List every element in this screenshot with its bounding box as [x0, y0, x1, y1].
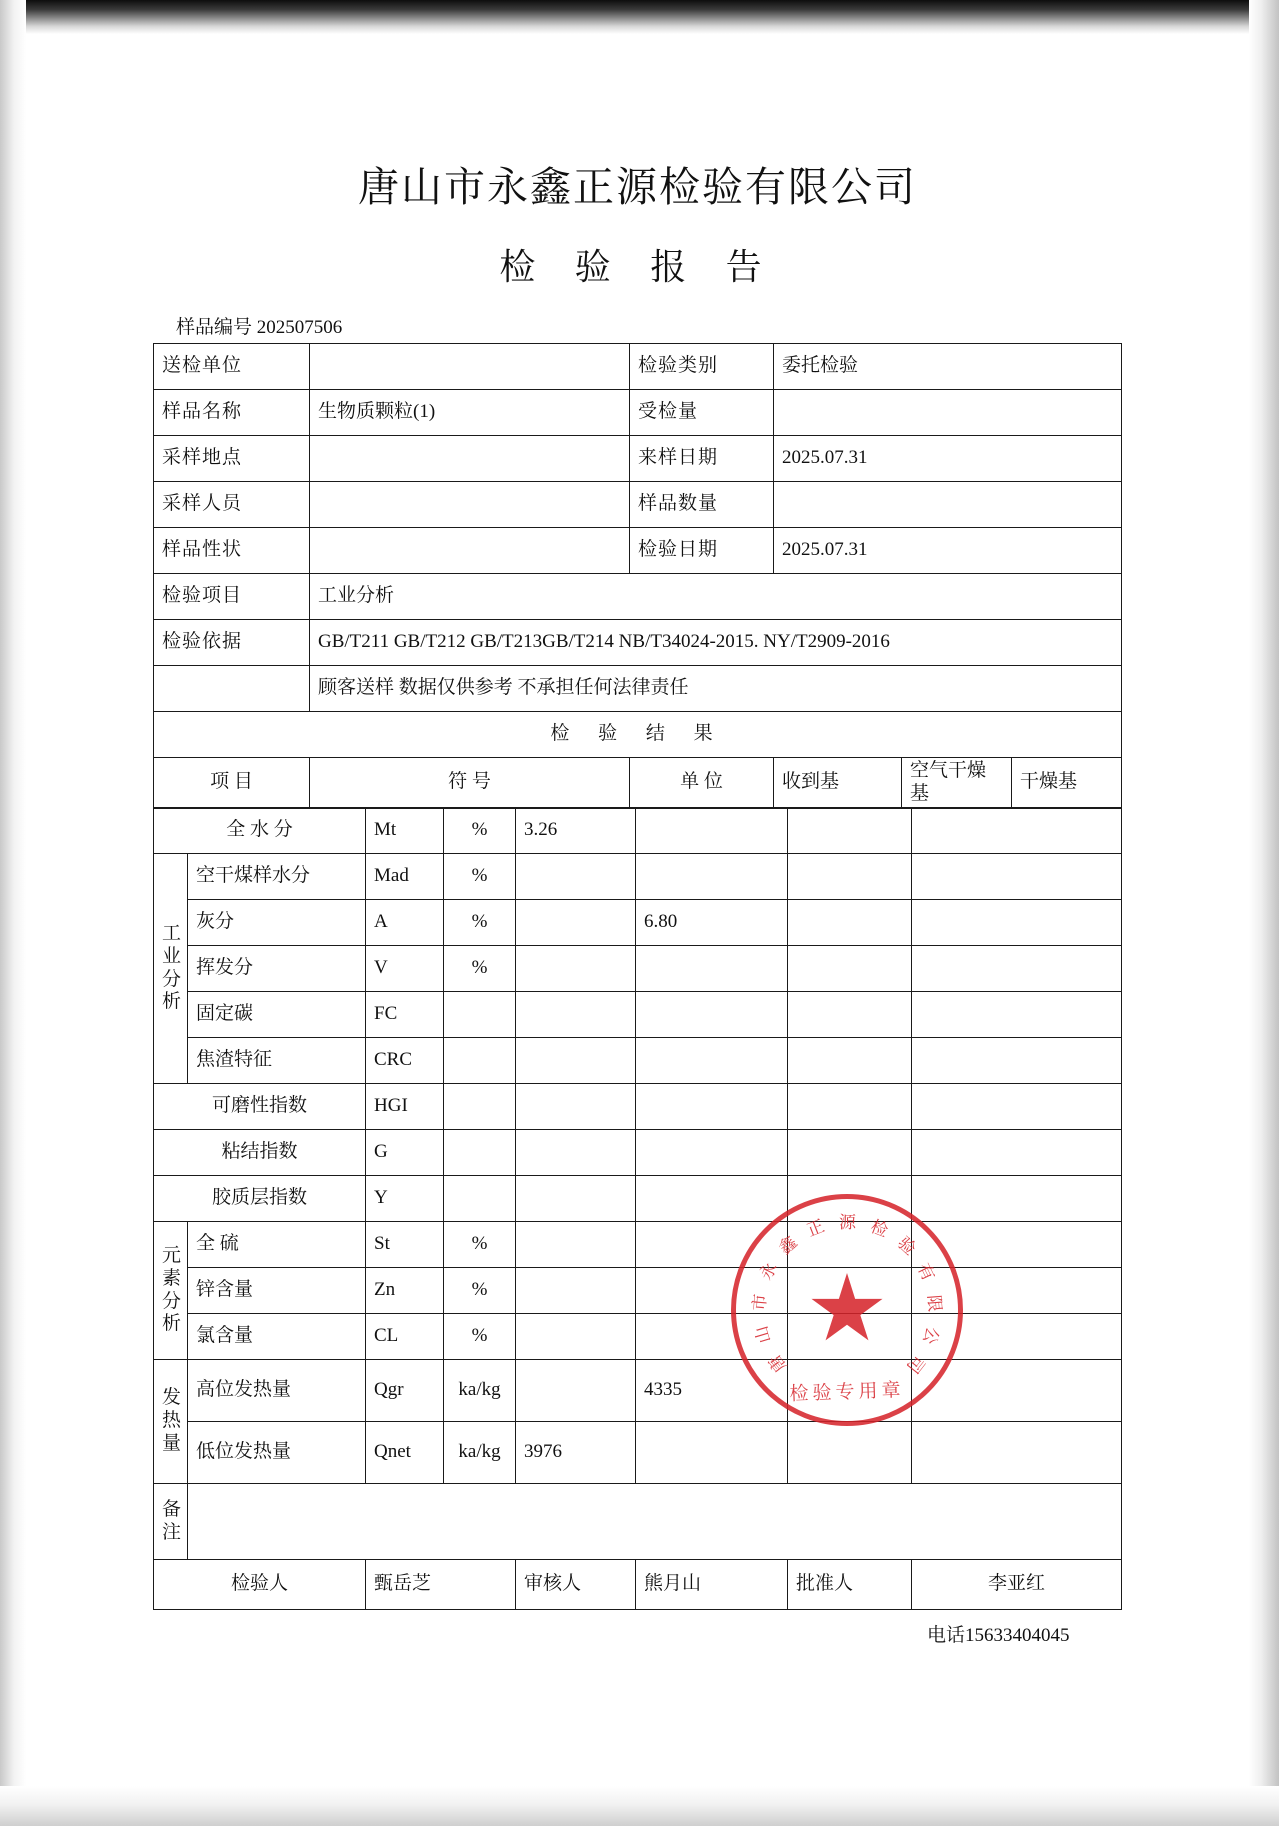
- group-label-element-analysis: 元 素 分 析: [153, 1222, 187, 1360]
- table-row: [153, 1314, 1121, 1360]
- result-ar-hgi: [516, 1084, 636, 1130]
- result-unit-gross-calorific: ka/kg: [444, 1360, 516, 1422]
- field-value-submitter: [310, 344, 630, 390]
- disclaimer-text: 顾客送样 数据仅供参考 不承担任何法律责任: [310, 666, 1122, 712]
- results-column-header-row: [153, 758, 1121, 809]
- result-symbol-total-sulfur: St: [366, 1222, 444, 1268]
- table-row: [153, 1038, 1121, 1084]
- result-unit-hgi: [444, 1084, 516, 1130]
- result-ad-volatile: [636, 946, 788, 992]
- table-row: [153, 390, 1121, 436]
- results-section-header-row: [153, 712, 1121, 758]
- result-d-air-dried-moisture: [788, 854, 912, 900]
- table-row: [153, 1222, 1121, 1268]
- result-symbol-crc: CRC: [366, 1038, 444, 1084]
- result-daf-zinc: [912, 1268, 1122, 1314]
- table-row: [153, 666, 1121, 712]
- field-value-sampler: [310, 482, 630, 528]
- field-value-inspection-date: 2025.07.31: [774, 528, 1122, 574]
- field-value-inspection-items: 工业分析: [310, 574, 1122, 620]
- result-daf-caking-index: [912, 1130, 1122, 1176]
- table-row: [153, 1084, 1121, 1130]
- table-row: [153, 436, 1121, 482]
- field-label-sampler: 采样人员: [153, 482, 309, 528]
- value-reviewer: 熊月山: [636, 1560, 788, 1610]
- scan-edge-bottom: [0, 1786, 1279, 1826]
- scan-edge-top: [0, 0, 1279, 34]
- result-symbol-air-dried-moisture: Mad: [366, 854, 444, 900]
- column-header-dry: 干燥基: [1012, 758, 1122, 809]
- table-row: [153, 344, 1121, 390]
- result-unit-air-dried-moisture: %: [444, 854, 516, 900]
- table-row: [153, 482, 1121, 528]
- report-table: [153, 343, 1122, 809]
- result-d-volatile: [788, 946, 912, 992]
- result-symbol-hgi: HGI: [366, 1084, 444, 1130]
- result-name-air-dried-moisture: 空干煤样水分: [187, 854, 365, 900]
- field-value-inspection-type: 委托检验: [774, 344, 1122, 390]
- signature-row: [153, 1560, 1121, 1610]
- result-unit-caking-index: [444, 1130, 516, 1176]
- result-symbol-volatile: V: [366, 946, 444, 992]
- result-d-crc: [788, 1038, 912, 1084]
- result-d-net-calorific: [788, 1422, 912, 1484]
- label-reviewer: 审核人: [516, 1560, 636, 1610]
- result-symbol-fixed-carbon: FC: [366, 992, 444, 1038]
- field-value-inspection-basis: GB/T211 GB/T212 GB/T213GB/T214 NB/T34024-2015. NY/T2909-2016: [310, 620, 1122, 666]
- scan-edge-right: [1249, 0, 1279, 1826]
- result-daf-ash: [912, 900, 1122, 946]
- table-row: [153, 946, 1121, 992]
- field-value-sampling-place: [310, 436, 630, 482]
- result-symbol-plastic-layer-index: Y: [366, 1176, 444, 1222]
- result-ar-zinc: [516, 1268, 636, 1314]
- result-daf-chlorine: [912, 1314, 1122, 1360]
- result-symbol-chlorine: CL: [366, 1314, 444, 1360]
- table-row: [153, 1360, 1121, 1422]
- report-sheet: [26, 34, 1249, 1786]
- result-ar-caking-index: [516, 1130, 636, 1176]
- column-header-item: 项 目: [153, 758, 309, 809]
- field-label-sampling-place: 采样地点: [153, 436, 309, 482]
- result-ar-ash: [516, 900, 636, 946]
- result-symbol-zinc: Zn: [366, 1268, 444, 1314]
- field-label-inspection-basis: 检验依据: [153, 620, 309, 666]
- result-symbol-total-moisture: Mt: [366, 808, 444, 854]
- result-name-hgi: 可磨性指数: [153, 1084, 365, 1130]
- result-daf-fixed-carbon: [912, 992, 1122, 1038]
- company-title: 唐山市永鑫正源检验有限公司: [358, 163, 917, 211]
- result-daf-plastic-layer-index: [912, 1176, 1122, 1222]
- result-ad-crc: [636, 1038, 788, 1084]
- result-daf-net-calorific: [912, 1422, 1122, 1484]
- result-symbol-gross-calorific: Qgr: [366, 1360, 444, 1422]
- result-d-gross-calorific: [788, 1360, 912, 1422]
- result-ad-caking-index: [636, 1130, 788, 1176]
- result-name-fixed-carbon: 固定碳: [187, 992, 365, 1038]
- result-ad-zinc: [636, 1268, 788, 1314]
- result-ar-total-sulfur: [516, 1222, 636, 1268]
- result-symbol-net-calorific: Qnet: [366, 1422, 444, 1484]
- scan-edge-left: [0, 0, 26, 1826]
- result-ad-total-sulfur: [636, 1222, 788, 1268]
- seal-bottom-text: 检验专用章: [789, 1379, 905, 1405]
- table-row: [153, 854, 1121, 900]
- result-d-total-sulfur: [788, 1222, 912, 1268]
- column-header-air-dried: 空气干燥基: [902, 758, 1012, 809]
- field-label-inspection-items: 检验项目: [153, 574, 309, 620]
- result-ad-total-moisture: [636, 808, 788, 854]
- field-label-arrival-date: 来样日期: [630, 436, 774, 482]
- table-row: [153, 1130, 1121, 1176]
- result-daf-crc: [912, 1038, 1122, 1084]
- field-label-submitter: 送检单位: [153, 344, 309, 390]
- field-value-arrival-date: 2025.07.31: [774, 436, 1122, 482]
- result-symbol-ash: A: [366, 900, 444, 946]
- column-header-symbol: 符 号: [310, 758, 630, 809]
- result-ad-net-calorific: [636, 1422, 788, 1484]
- result-d-zinc: [788, 1268, 912, 1314]
- result-d-caking-index: [788, 1130, 912, 1176]
- field-label-inspection-date: 检验日期: [630, 528, 774, 574]
- result-d-plastic-layer-index: [788, 1176, 912, 1222]
- field-value-sample-name: 生物质颗粒(1): [310, 390, 630, 436]
- page-title: 检 验 报 告: [499, 247, 776, 288]
- result-daf-total-sulfur: [912, 1222, 1122, 1268]
- table-row: [153, 528, 1121, 574]
- table-row: [153, 1422, 1121, 1484]
- result-d-fixed-carbon: [788, 992, 912, 1038]
- field-label-quantity-received: 受检量: [630, 390, 774, 436]
- result-unit-plastic-layer-index: [444, 1176, 516, 1222]
- column-header-unit: 单 位: [630, 758, 774, 809]
- result-ar-volatile: [516, 946, 636, 992]
- result-ad-air-dried-moisture: [636, 854, 788, 900]
- result-name-total-sulfur: 全 硫: [187, 1222, 365, 1268]
- result-name-plastic-layer-index: 胶质层指数: [153, 1176, 365, 1222]
- results-section-title: 检 验 结 果: [153, 712, 1121, 758]
- result-ad-ash: 6.80: [636, 900, 788, 946]
- result-daf-gross-calorific: [912, 1360, 1122, 1422]
- result-unit-total-moisture: %: [444, 808, 516, 854]
- group-label-remark: 备 注: [153, 1484, 187, 1560]
- table-row: [153, 1176, 1121, 1222]
- result-d-total-moisture: [788, 808, 912, 854]
- result-name-chlorine: 氯含量: [187, 1314, 365, 1360]
- result-name-crc: 焦渣特征: [187, 1038, 365, 1084]
- result-name-gross-calorific: 高位发热量: [187, 1360, 365, 1422]
- result-unit-ash: %: [444, 900, 516, 946]
- result-daf-volatile: [912, 946, 1122, 992]
- group-label-industrial-analysis: 工 业 分 析: [153, 854, 187, 1084]
- contact-phone: 电话15633404045: [926, 1625, 1070, 1646]
- table-row: [153, 620, 1121, 666]
- result-unit-fixed-carbon: [444, 992, 516, 1038]
- result-d-ash: [788, 900, 912, 946]
- result-ar-fixed-carbon: [516, 992, 636, 1038]
- result-unit-crc: [444, 1038, 516, 1084]
- field-value-sample-count: [774, 482, 1122, 528]
- result-d-hgi: [788, 1084, 912, 1130]
- field-label-sample-count: 样品数量: [630, 482, 774, 528]
- result-d-chlorine: [788, 1314, 912, 1360]
- result-unit-zinc: %: [444, 1268, 516, 1314]
- result-ar-total-moisture: 3.26: [516, 808, 636, 854]
- results-table: [153, 807, 1122, 1610]
- result-ad-gross-calorific: 4335: [636, 1360, 788, 1422]
- result-name-zinc: 锌含量: [187, 1268, 365, 1314]
- label-inspector: 检验人: [153, 1560, 365, 1610]
- result-daf-total-moisture: [912, 808, 1122, 854]
- result-symbol-caking-index: G: [366, 1130, 444, 1176]
- seal-ring-text: 唐 山 市 永 鑫 正 源 检 验 有 限 公 司: [749, 1213, 945, 1380]
- result-unit-total-sulfur: %: [444, 1222, 516, 1268]
- label-approver: 批准人: [788, 1560, 912, 1610]
- result-ad-plastic-layer-index: [636, 1176, 788, 1222]
- result-unit-net-calorific: ka/kg: [444, 1422, 516, 1484]
- result-name-net-calorific: 低位发热量: [187, 1422, 365, 1484]
- sample-number: 样品编号 202507506: [176, 317, 343, 338]
- result-ar-plastic-layer-index: [516, 1176, 636, 1222]
- field-label-sample-state: 样品性状: [153, 528, 309, 574]
- result-unit-volatile: %: [444, 946, 516, 992]
- table-row: [153, 1484, 1121, 1560]
- remark-value: [187, 1484, 1121, 1560]
- value-approver: 李亚红: [912, 1560, 1122, 1610]
- result-name-total-moisture: 全 水 分: [153, 808, 365, 854]
- result-ar-gross-calorific: [516, 1360, 636, 1422]
- field-label-inspection-type: 检验类别: [630, 344, 774, 390]
- group-label-heating-value: 发 热 量: [153, 1360, 187, 1484]
- value-inspector: 甄岳芝: [366, 1560, 516, 1610]
- table-row: [153, 900, 1121, 946]
- result-unit-chlorine: %: [444, 1314, 516, 1360]
- field-value-sample-state: [310, 528, 630, 574]
- result-name-caking-index: 粘结指数: [153, 1130, 365, 1176]
- disclaimer-blank-cell: [153, 666, 309, 712]
- result-name-ash: 灰分: [187, 900, 365, 946]
- result-ar-air-dried-moisture: [516, 854, 636, 900]
- result-ar-chlorine: [516, 1314, 636, 1360]
- result-ad-hgi: [636, 1084, 788, 1130]
- result-name-volatile: 挥发分: [187, 946, 365, 992]
- result-ad-fixed-carbon: [636, 992, 788, 1038]
- column-header-as-received: 收到基: [774, 758, 902, 809]
- table-row: [153, 992, 1121, 1038]
- table-row: [153, 808, 1121, 854]
- result-daf-air-dried-moisture: [912, 854, 1122, 900]
- field-label-sample-name: 样品名称: [153, 390, 309, 436]
- field-value-quantity-received: [774, 390, 1122, 436]
- table-row: [153, 1268, 1121, 1314]
- result-daf-hgi: [912, 1084, 1122, 1130]
- result-ad-chlorine: [636, 1314, 788, 1360]
- result-ar-net-calorific: 3976: [516, 1422, 636, 1484]
- table-row: [153, 574, 1121, 620]
- result-ar-crc: [516, 1038, 636, 1084]
